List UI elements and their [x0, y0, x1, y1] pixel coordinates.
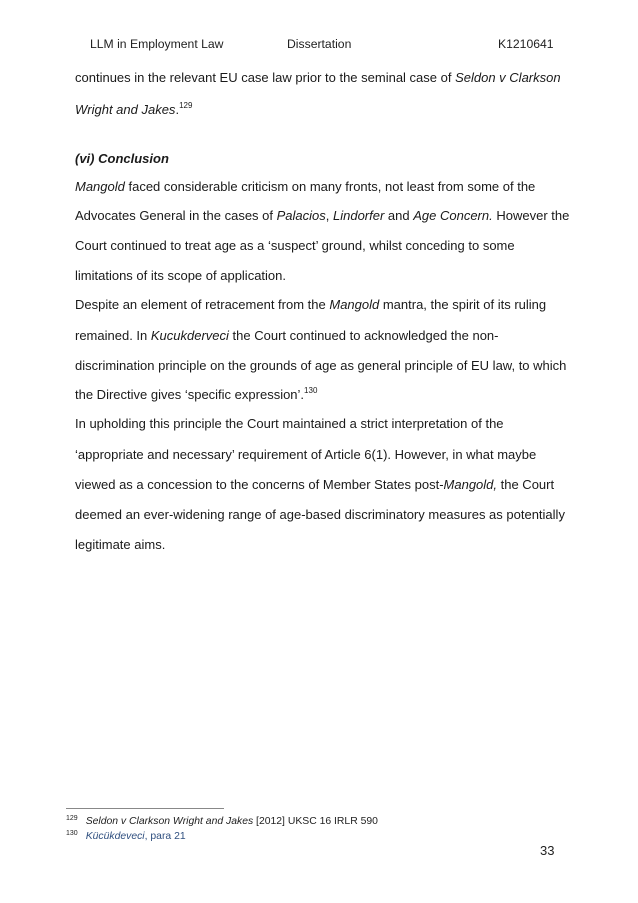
footnote-ref[interactable]: 129 — [179, 101, 193, 110]
text-line: legitimate aims. — [75, 537, 166, 552]
text-line: ‘appropriate and necessary’ requirement of Article 6(1). However, in what maybe — [75, 447, 537, 462]
text-line: the Directive gives ‘specific expression’.$^{130}$ — [75, 386, 318, 402]
text-line: Despite an element of retracement from the Mangold mantra, the spirit of its ruling — [75, 297, 547, 312]
header-course: LLM in Employment Law — [90, 37, 224, 51]
text-line: remained. In Kucukderveci the Court continued to acknowledged the non- — [75, 328, 499, 343]
header-student-id: K1210641 — [498, 37, 554, 51]
footnote-item: $^{129}$ Seldon v Clarkson Wright and Jakes [2012] UKSC 16 IRLR 590 — [66, 815, 378, 827]
footnote-number: 129 — [66, 815, 78, 822]
footnote-item: $^{130}$ Kücükdeveci, para 21 — [66, 830, 186, 842]
text-line: continues in the relevant EU case law prior to the seminal case of Seldon v Clarkson — [75, 70, 561, 85]
page-header — [0, 37, 638, 57]
footnote-divider — [66, 808, 224, 809]
text-line: Court continued to treat age as a ‘suspect’ ground, whilst conceding to some — [75, 238, 515, 253]
text-line: Advocates General in the cases of Palacios, Lindorfer and Age Concern. However the — [75, 208, 570, 223]
text-line: Mangold faced considerable criticism on many fronts, not least from some of the — [75, 179, 536, 194]
footnote-ref[interactable]: 130 — [304, 386, 318, 395]
footnote-link[interactable]: Kücükdeveci — [85, 831, 145, 842]
text-line: deemed an ever-widening range of age-based discriminatory measures as potentially — [75, 507, 565, 522]
text-line: Wright and Jakes.$^{129}$ — [75, 101, 193, 117]
text-line: viewed as a concession to the concerns of Member States post-Mangold, the Court — [75, 477, 555, 492]
text-line: limitations of its scope of application. — [75, 268, 286, 283]
text-line: In upholding this principle the Court maintained a strict interpretation of the — [75, 416, 504, 431]
section-heading: (vi) Conclusion — [75, 151, 169, 166]
footnote-number: 130 — [66, 830, 78, 837]
header-title: Dissertation — [287, 37, 352, 51]
text-line: discrimination principle on the grounds of age as general principle of EU law, to which — [75, 358, 567, 373]
page-number: 33 — [540, 843, 555, 858]
